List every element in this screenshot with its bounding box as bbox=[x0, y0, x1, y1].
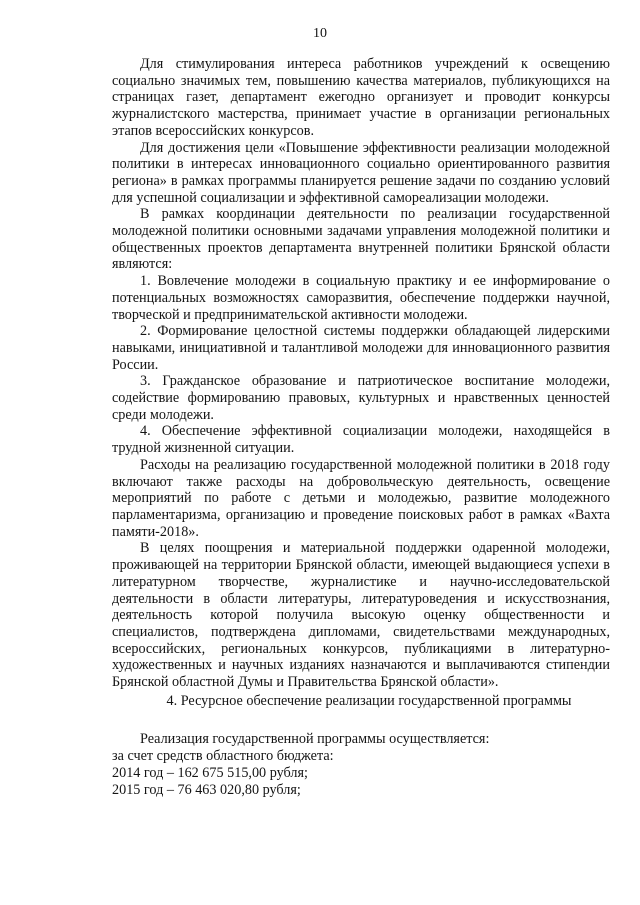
finance-block bbox=[112, 731, 610, 798]
section-heading: 4. Ресурсное обеспечение реализации государственной программы bbox=[166, 692, 572, 709]
task-item-3: 3. Гражданское образование и патриотическое воспитание молодежи, содействие формированию правовых, культурных и нравственных ценностей среди молодежи. bbox=[112, 373, 610, 423]
paragraph-coordination-tasks: В рамках координации деятельности по реализации государственной молодежной политики основными задачами управления молодежной политики и общественных проектов департамента внутренней политики Брянской области являются: bbox=[112, 206, 610, 273]
task-item-2: 2. Формирование целостной системы поддержки обладающей лидерскими навыками, инициативной и талантливой молодежи для инновационного развития России. bbox=[112, 323, 610, 373]
task-item-1: 1. Вовлечение молодежи в социальную практику и ее информирование о потенциальных возможностях саморазвития, обеспечение поддержки научной, творческой и предпринимательской активности молодежи. bbox=[112, 273, 610, 323]
task-item-4: 4. Обеспечение эффективной социализации молодежи, находящейся в трудной жизненной ситуации. bbox=[112, 423, 610, 457]
page-number: 10 bbox=[313, 26, 327, 41]
paragraph-scholarships: В целях поощрения и материальной поддержки одаренной молодежи, проживающей на территории Брянской области, имеющей выдающиеся успехи в литературном творчестве, журналистике и научно-исследовательской деятельности в области литературы, литературоведения и искусствознания, деятельность которой получила высокую оценку общественности и специалистов, подтверждена дипломами, свидетельствами международных, всероссийских, региональных конкурсов, публикациями в литературно-художественных и научных изданиях назначаются и выплачиваются стипендии Брянской областной Думы и Правительства Брянской области». bbox=[112, 540, 610, 691]
document-body bbox=[112, 56, 610, 798]
paragraph-expenses-2018: Расходы на реализацию государственной молодежной политики в 2018 году включают также расходы на добровольческую деятельность, освещение мероприятий по работе с детьми и молодежью, развитие молодежного парламентаризма, организацию и проведение поисковых работ в рамках «Вахта памяти-2018». bbox=[112, 456, 610, 540]
finance-line-2014: 2014 год – 162 675 515,00 рубля; bbox=[112, 764, 308, 781]
paragraph-contest-journalism: Для стимулирования интереса работников учреждений к освещению социально значимых тем, повышению качества материалов, публикующихся на страницах газет, департамент ежегодно организует и проводит конкурсы журналистского мастерства, принимает участие в организации региональных этапов всероссийских конкурсов. bbox=[112, 56, 610, 139]
finance-line-2015: 2015 год – 76 463 020,80 рубля; bbox=[112, 781, 301, 798]
finance-intro: Реализация государственной программы осуществляется: bbox=[140, 731, 490, 748]
finance-source: за счет средств областного бюджета: bbox=[112, 748, 334, 765]
paragraph-goal-youth-policy: Для достижения цели «Повышение эффективности реализации молодежной политики в интересах инновационного социально ориентированного развития региона» в рамках программы планируется решение задачи по созданию условий для успешной социализации и эффективной самореализации молодежи. bbox=[112, 139, 610, 206]
